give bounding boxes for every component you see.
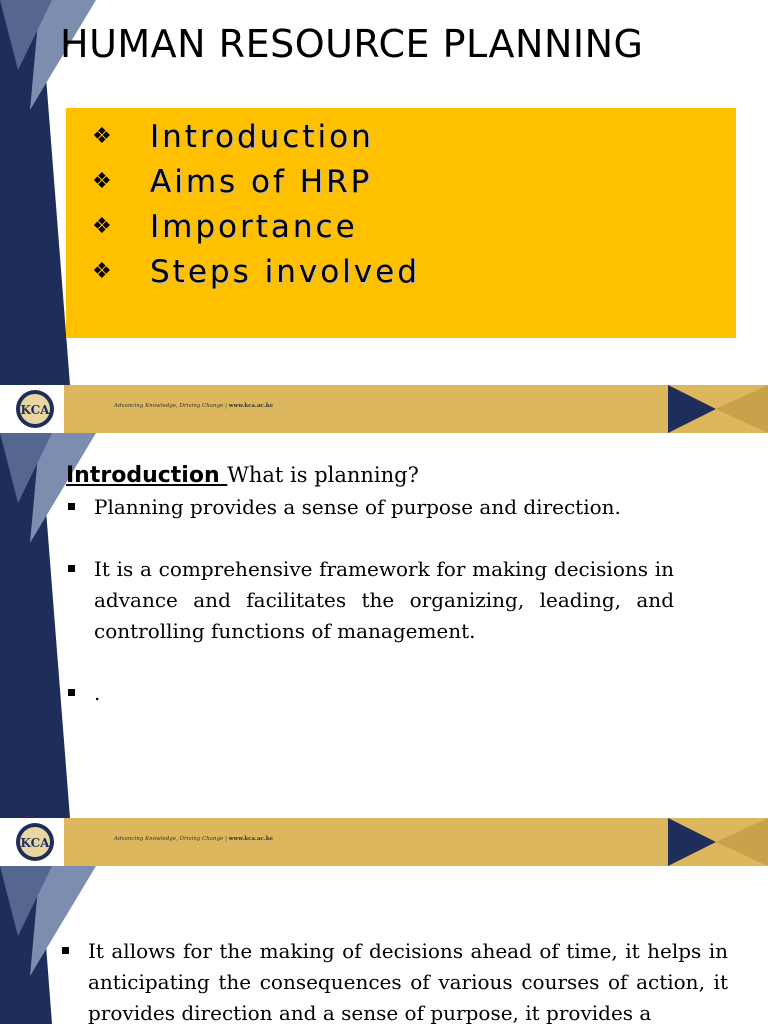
square-bullet-icon	[68, 503, 75, 510]
slide-footer	[0, 818, 768, 866]
slide-2	[0, 433, 768, 866]
list-item: It allows for the making of decisions ahead of time, it helps in anticipating the consequences of various courses of action, it provides direction and a sense of purpose, it provides a	[60, 936, 728, 1024]
slide-3	[0, 866, 768, 1024]
footer-chevron	[668, 818, 768, 866]
square-bullet-icon	[68, 689, 75, 696]
agenda-item: ❖ Introduction	[92, 118, 374, 155]
agenda-box	[66, 108, 736, 338]
list-item: .	[66, 678, 674, 709]
bullet-list	[66, 492, 674, 709]
diamond-bullet-icon: ❖	[92, 124, 109, 149]
footer-band	[64, 385, 768, 433]
square-bullet-icon	[68, 565, 75, 572]
diamond-bullet-icon: ❖	[92, 259, 109, 284]
agenda-item: ❖ Aims of HRP	[92, 163, 373, 200]
agenda-item: ❖ Importance	[92, 208, 358, 245]
footer-tagline: Advancing Knowledge, Driving Change | www.kca.ac.ke	[114, 403, 274, 409]
footer-band	[64, 818, 768, 866]
footer-chevron	[668, 385, 768, 433]
square-bullet-icon	[62, 947, 69, 954]
slide-1	[0, 0, 768, 433]
bullet-list	[60, 936, 728, 1024]
footer-tagline: Advancing Knowledge, Driving Change | www.kca.ac.ke	[114, 836, 274, 842]
slide-heading: Introduction What is planning?	[66, 463, 419, 488]
kca-logo-icon	[6, 388, 64, 430]
kca-logo-icon	[6, 821, 64, 863]
footer-url[interactable]: www.kca.ac.ke	[228, 836, 274, 842]
footer-url[interactable]: www.kca.ac.ke	[228, 403, 274, 409]
list-item: Planning provides a sense of purpose and direction.	[66, 492, 674, 523]
diamond-bullet-icon: ❖	[92, 169, 109, 194]
list-item: It is a comprehensive framework for making decisions in advance and facilitates the organizing, leading, and controlling functions of management.	[66, 554, 674, 647]
svg-text:KCA: KCA	[20, 403, 50, 417]
svg-text:KCA: KCA	[20, 836, 50, 850]
slide-title: HUMAN RESOURCE PLANNING	[60, 22, 644, 66]
slide-footer	[0, 385, 768, 433]
diamond-bullet-icon: ❖	[92, 214, 109, 239]
agenda-item: ❖ Steps involved	[92, 253, 420, 290]
